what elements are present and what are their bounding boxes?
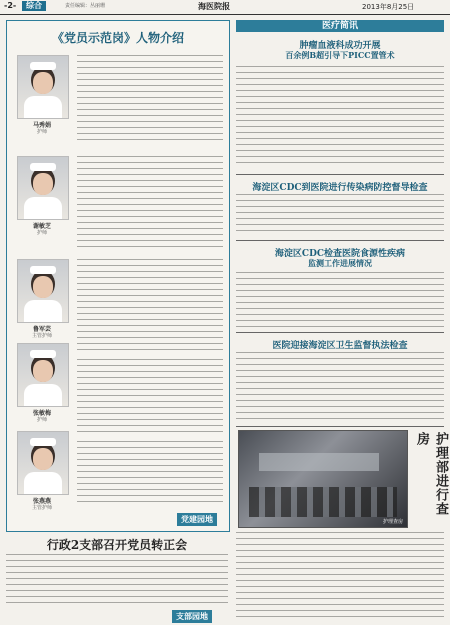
divider bbox=[236, 426, 444, 427]
person-name: 鲁军芸 bbox=[32, 326, 51, 333]
person-name: 张敏梅 bbox=[32, 410, 51, 417]
editor-label: 责任编辑：丛丽珊 bbox=[65, 3, 106, 9]
divider bbox=[236, 332, 444, 333]
bottom-article-title: 行政2支部召开党员转正会 bbox=[46, 538, 188, 552]
article-subtitle: 百余例B超引导下PICC置管术 bbox=[285, 50, 395, 60]
profiles-box bbox=[6, 20, 230, 532]
person-photo bbox=[17, 431, 69, 495]
divider bbox=[236, 240, 444, 241]
party-tag: 党建园地 bbox=[177, 513, 217, 526]
text-block bbox=[77, 156, 223, 248]
page-number: -2- bbox=[4, 1, 17, 10]
article-text bbox=[236, 532, 444, 618]
article-text bbox=[236, 272, 444, 328]
photo-audience bbox=[249, 487, 397, 517]
article-text bbox=[236, 194, 444, 236]
text-block bbox=[77, 55, 223, 145]
person-photo bbox=[17, 259, 69, 323]
article-subtitle: 监测工作进展情况 bbox=[308, 258, 372, 268]
text-block bbox=[77, 441, 223, 507]
person-photo bbox=[17, 343, 69, 407]
header-bar bbox=[0, 0, 450, 15]
person-name: 张燕燕 bbox=[32, 498, 51, 505]
divider bbox=[236, 174, 444, 175]
person-role: 主管护师 bbox=[31, 505, 52, 511]
article-text bbox=[6, 554, 228, 606]
issue-date: 2013年8月25日 bbox=[362, 3, 415, 11]
section-banner: 医疗简讯 bbox=[236, 20, 444, 32]
person-role: 护师 bbox=[36, 129, 47, 135]
vertical-title: 护理部进行查房 bbox=[414, 432, 448, 516]
article-title: 肿瘤血液科成功开展 bbox=[299, 41, 381, 51]
photo-banner bbox=[259, 453, 379, 471]
section-label: 综合 bbox=[22, 1, 46, 11]
article-text bbox=[236, 66, 444, 168]
article-text bbox=[236, 352, 444, 422]
person-role: 护师 bbox=[36, 230, 47, 236]
article-title: 海淀区CDC到医院进行传染病防控督导检查 bbox=[252, 183, 428, 193]
news-photo bbox=[238, 430, 408, 528]
paper-name: 海医院报 bbox=[198, 1, 230, 11]
person-role: 护师 bbox=[36, 417, 47, 423]
person-photo bbox=[17, 156, 69, 220]
article-title: 海淀区CDC检查医院食源性疾病 bbox=[274, 249, 406, 259]
branch-tag: 支部园地 bbox=[172, 610, 212, 623]
person-name: 谢敏芝 bbox=[32, 223, 51, 230]
text-block bbox=[77, 259, 223, 351]
person-role: 主管护师 bbox=[31, 333, 52, 339]
profiles-title: 《党员示范岗》人物介绍 bbox=[51, 31, 184, 45]
person-name: 马秀娟 bbox=[32, 122, 51, 129]
article-title: 医院迎接海淀区卫生监督执法检查 bbox=[272, 341, 408, 351]
text-block bbox=[77, 359, 223, 433]
person-photo bbox=[17, 55, 69, 119]
photo-caption: 护理查房 bbox=[382, 519, 403, 525]
